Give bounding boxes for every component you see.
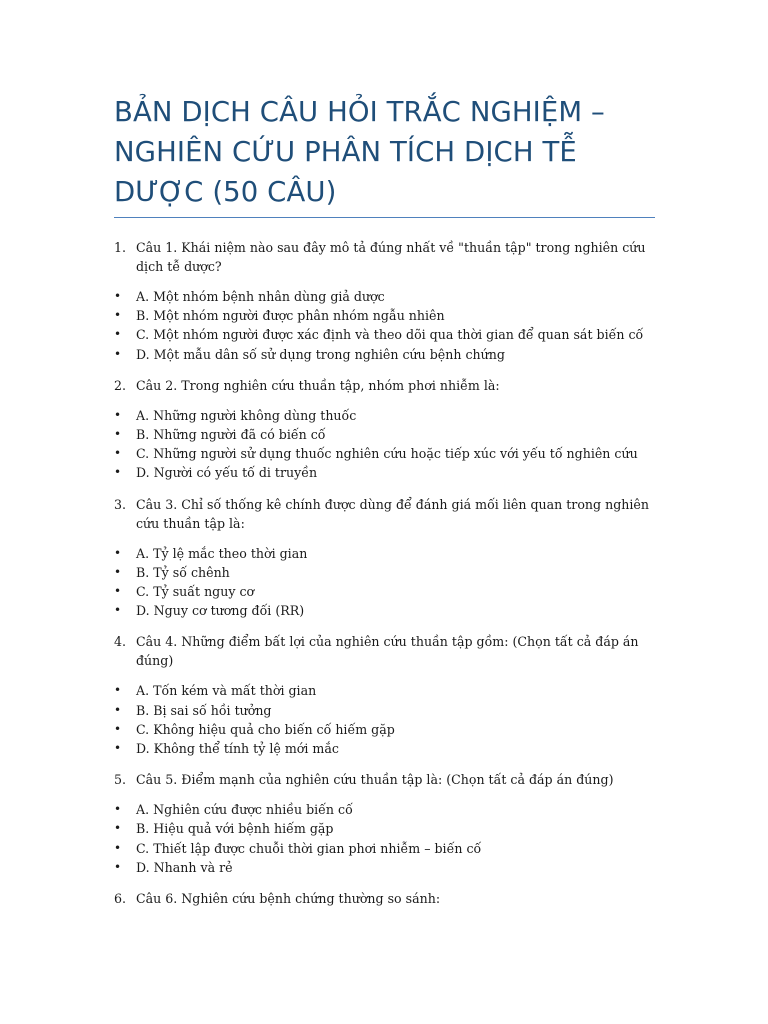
answer-option xyxy=(114,739,656,758)
question-item xyxy=(114,632,656,758)
bullet-icon: • xyxy=(114,683,122,698)
answer-option xyxy=(114,839,656,858)
answer-options xyxy=(114,544,656,621)
question-number: 2. xyxy=(114,377,127,393)
question-item xyxy=(114,889,656,908)
bullet-icon: • xyxy=(114,603,122,618)
answer-option xyxy=(114,858,656,877)
answer-option-text: B. Bị sai số hồi tưởng xyxy=(136,702,272,718)
answer-option xyxy=(114,406,656,425)
answer-option xyxy=(114,800,656,819)
bullet-icon: • xyxy=(114,545,122,560)
answer-option-text: A. Nghiên cứu được nhiều biến cố xyxy=(136,802,353,818)
question-header xyxy=(114,495,656,533)
answer-option-text: D. Người có yếu tố di truyền xyxy=(136,465,318,481)
bullet-icon: • xyxy=(114,446,122,461)
answer-options xyxy=(114,287,656,364)
bullet-icon: • xyxy=(114,584,122,599)
question-number: 6. xyxy=(114,891,127,907)
question-header xyxy=(114,889,656,908)
answer-option-text: C. Những người sử dụng thuốc nghiên cứu hoặc tiếp xúc với yếu tố nghiên cứu xyxy=(136,446,638,462)
question-item xyxy=(114,770,656,877)
answer-option xyxy=(114,701,656,720)
question-text: Câu 4. Những điểm bất lợi của nghiên cứu thuần tập gồm: (Chọn tất cả đáp án đúng) xyxy=(136,634,639,669)
bullet-icon: • xyxy=(114,465,122,480)
question-number: 1. xyxy=(114,240,127,255)
question-list xyxy=(114,238,656,908)
question-text: Câu 3. Chỉ số thống kê chính được dùng để đánh giá mối liên quan trong nghiên cứu thuần tập là: xyxy=(136,496,649,531)
answer-option xyxy=(114,601,656,620)
answer-option xyxy=(114,582,656,601)
bullet-icon: • xyxy=(114,702,122,717)
question-number: 3. xyxy=(114,496,127,512)
bullet-icon: • xyxy=(114,427,122,442)
bullet-icon: • xyxy=(114,821,122,836)
question-item xyxy=(114,238,656,364)
answer-option-text: A. Một nhóm bệnh nhân dùng giả dược xyxy=(136,289,385,304)
answer-option xyxy=(114,720,656,739)
bullet-icon: • xyxy=(114,407,122,422)
answer-option-text: A. Tỷ lệ mắc theo thời gian xyxy=(136,545,308,561)
bullet-icon: • xyxy=(114,327,122,342)
bullet-icon: • xyxy=(114,859,122,874)
question-header xyxy=(114,238,656,276)
answer-option-text: B. Những người đã có biến cố xyxy=(136,427,326,443)
answer-option xyxy=(114,681,656,700)
answer-option-text: C. Thiết lập được chuỗi thời gian phơi nhiễm – biến cố xyxy=(136,840,482,856)
answer-option xyxy=(114,425,656,444)
answer-option-text: B. Tỷ số chênh xyxy=(136,564,230,580)
question-number: 4. xyxy=(114,634,127,650)
answer-option-text: A. Tốn kém và mất thời gian xyxy=(136,683,317,699)
answer-option-text: C. Không hiệu quả cho biến cố hiếm gặp xyxy=(136,721,395,737)
question-header xyxy=(114,632,656,670)
title-divider xyxy=(114,217,655,218)
question-number: 5. xyxy=(114,772,127,788)
answer-option-text: D. Nhanh và rẻ xyxy=(136,859,233,875)
answer-option xyxy=(114,345,656,364)
answer-option-text: A. Những người không dùng thuốc xyxy=(136,407,357,423)
answer-option-text: D. Không thể tính tỷ lệ mới mắc xyxy=(136,741,339,757)
question-text: Câu 5. Điểm mạnh của nghiên cứu thuần tập là: (Chọn tất cả đáp án đúng) xyxy=(136,772,614,788)
answer-option-text: D. Nguy cơ tương đối (RR) xyxy=(136,603,305,619)
answer-options xyxy=(114,800,656,877)
question-text: Câu 6. Nghiên cứu bệnh chứng thường so sánh: xyxy=(136,891,441,907)
answer-option-text: D. Một mẫu dân số sử dụng trong nghiên cứu bệnh chứng xyxy=(136,346,505,362)
answer-option xyxy=(114,819,656,838)
bullet-icon: • xyxy=(114,289,122,303)
answer-option xyxy=(114,563,656,582)
question-text: Câu 1. Khái niệm nào sau đây mô tả đúng nhất về "thuần tập" trong nghiên cứu dịch tễ dược? xyxy=(136,240,646,274)
question-item xyxy=(114,376,656,483)
question-header xyxy=(114,770,656,789)
answer-option xyxy=(114,306,656,325)
bullet-icon: • xyxy=(114,741,122,756)
answer-option xyxy=(114,544,656,563)
answer-option-text: B. Hiệu quả với bệnh hiếm gặp xyxy=(136,821,334,837)
bullet-icon: • xyxy=(114,308,122,323)
answer-options xyxy=(114,681,656,758)
question-text: Câu 2. Trong nghiên cứu thuần tập, nhóm phơi nhiễm là: xyxy=(136,377,500,393)
answer-options xyxy=(114,406,656,483)
answer-option xyxy=(114,287,656,306)
question-item xyxy=(114,495,656,621)
answer-option-text: C. Tỷ suất nguy cơ xyxy=(136,584,255,600)
document-title: BẢN DỊCH CÂU HỎI TRẮC NGHIỆM – NGHIÊN CỨU PHÂN TÍCH DỊCH TỄ DƯỢC (50 CÂU) xyxy=(114,96,605,208)
answer-option-text: C. Một nhóm người được xác định và theo dõi qua thời gian để quan sát biến cố xyxy=(136,327,644,343)
answer-option-text: B. Một nhóm người được phân nhóm ngẫu nhiên xyxy=(136,308,445,324)
bullet-icon: • xyxy=(114,564,122,579)
bullet-icon: • xyxy=(114,721,122,736)
answer-option xyxy=(114,325,656,344)
bullet-icon: • xyxy=(114,802,122,817)
answer-option xyxy=(114,463,656,482)
answer-option xyxy=(114,444,656,463)
bullet-icon: • xyxy=(114,840,122,855)
bullet-icon: • xyxy=(114,346,122,361)
question-header xyxy=(114,376,656,395)
